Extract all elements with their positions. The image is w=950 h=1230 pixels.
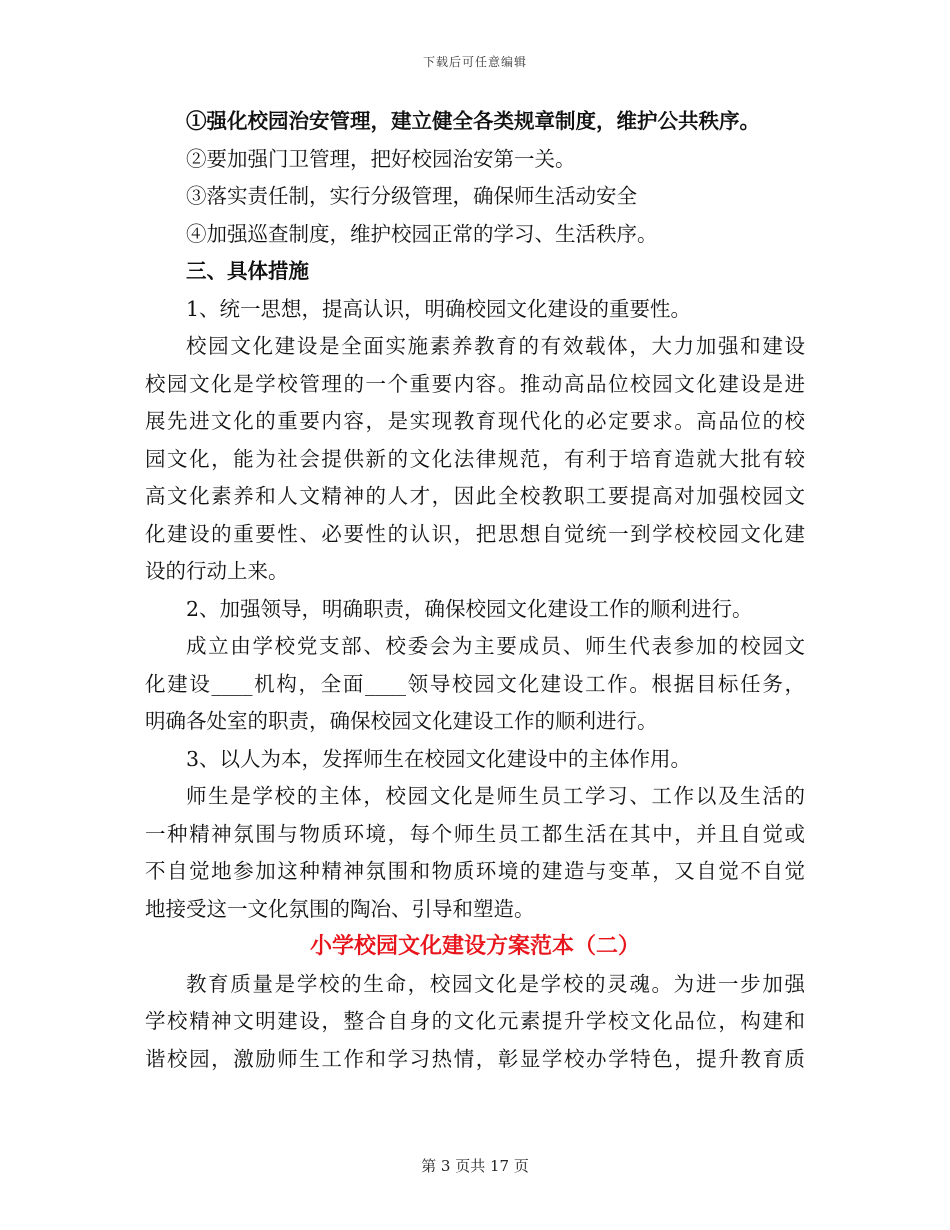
page-footer: 第 3 页共 17 页 [421, 1157, 529, 1175]
text-line: 化建设____机构，全面____领导校园文化建设工作。根据目标任务， [145, 671, 805, 696]
text-line: 不自觉地参加这种精神氛围和物质环境的建造与变革，又自觉不自觉 [145, 859, 805, 883]
text-line: 一种精神氛围与物质环境，每个师生员工都生活在其中，并且自觉或 [145, 821, 805, 846]
text-line: 学校精神文明建设，整合自身的文化元素提升学校文化品位，构建和 [145, 1009, 805, 1033]
text-line: 2、加强领导，明确职责，确保校园文化建设工作的顺利进行。 [186, 596, 753, 621]
text-line: 设的行动上来。 [145, 559, 289, 583]
text-line: 高文化素养和人文精神的人才，因此全校教职工要提高对加强校园文 [145, 484, 805, 508]
text-line: 展先进文化的重要内容，是实现教育现代化的必定要求。高品位的校 [145, 409, 805, 433]
text-line: 1、统一思想，提高认识，明确校园文化建设的重要性。 [186, 296, 692, 321]
text-line: ③落实责任制，实行分级管理，确保师生活动安全 [186, 184, 637, 208]
text-line: 校园文化是学校管理的一个重要内容。推动高品位校园文化建设是进 [145, 371, 805, 396]
document-body [145, 103, 805, 1078]
text-line: ①强化校园治安管理，建立健全各类规章制度，维护公共秩序。 [186, 109, 760, 133]
text-line: 园文化，能为社会提供新的文化法律规范，有利于培育造就大批有较 [145, 446, 805, 471]
text-line: ④加强巡查制度，维护校园正常的学习、生活秩序。 [186, 221, 658, 246]
text-line: 化建设的重要性、必要性的认识，把思想自觉统一到学校校园文化建 [145, 521, 805, 546]
text-line: 成立由学校党支部、校委会为主要成员、师生代表参加的校园文 [186, 634, 805, 658]
text-line: 地接受这一文化氛围的陶冶、引导和塑造。 [145, 896, 535, 921]
text-line: 校园文化建设是全面实施素养教育的有效载体，大力加强和建设 [186, 334, 805, 358]
text-line: 教育质量是学校的生命，校园文化是学校的灵魂。为进一步加强 [186, 971, 805, 996]
text-line: ②要加强门卫管理，把好校园治安第一关。 [186, 146, 576, 171]
text-line: 谐校园，激励师生工作和学习热情，彰显学校办学特色，提升教育质 [145, 1046, 805, 1071]
page-header: 下载后可任意编辑 [422, 55, 527, 69]
text-line: 3、以人为本，发挥师生在校园文化建设中的主体作用。 [186, 746, 692, 771]
text-line: 师生是学校的主体，校园文化是师生员工学习、工作以及生活的 [186, 784, 805, 808]
text-line: 三、具体措施 [186, 259, 309, 283]
section-title: 小学校园文化建设方案范本（二） [309, 933, 640, 959]
text-line: 明确各处室的职责，确保校园文化建设工作的顺利进行。 [145, 709, 658, 733]
